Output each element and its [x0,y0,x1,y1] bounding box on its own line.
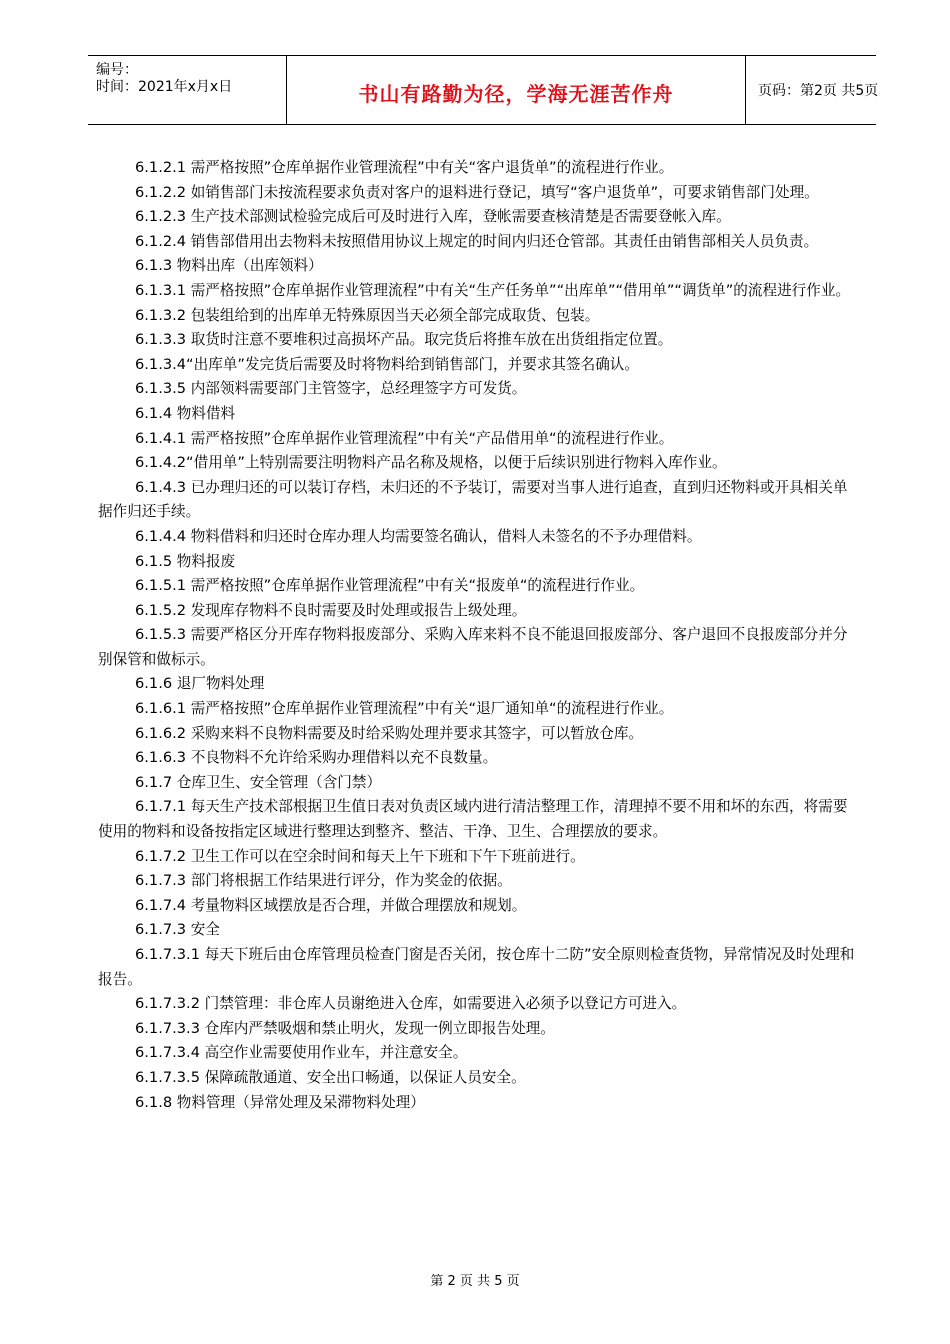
section-heading: 6.1.4 物料借料 [135,404,236,422]
paragraph: 6.1.5.3 需要严格区分开库存物料报废部分、采购入库来料不良不能退回报废部分、客户退回不良报废部分并分别保管和做标示。 [98,626,848,668]
header-motto-cell [286,56,746,124]
section-heading: 6.1.5 物料报废 [135,552,236,570]
page-footer: 第 2 页 共 5 页 [430,1274,520,1289]
paragraph: 6.1.7.4 考量物料区域摆放是否合理，并做合理摆放和规划。 [135,896,527,914]
paragraph: 6.1.6.1 需严格按照”仓库单据作业管理流程”中有关“退厂通知单“的流程进行作业。 [135,700,674,718]
paragraph: 6.1.3.5 内部领料需要部门主管签字，总经理签字方可发货。 [135,380,527,398]
section-heading: 6.1.7 仓库卫生、安全管理（含门禁） [135,773,382,791]
paragraph: 6.1.5.1 需严格按照”仓库单据作业管理流程”中有关“报废单“的流程进行作业。 [135,577,645,595]
paragraph: 6.1.3.1 需严格按照”仓库单据作业管理流程”中有关“生产任务单”“出库单”“借用单”“调货单”的流程进行作业。 [135,281,851,299]
section-heading: 6.1.6 退厂物料处理 [135,675,265,693]
paragraph: 6.1.6.2 采购来料不良物料需要及时给采购处理并要求其签字，可以暂放仓库。 [135,724,644,742]
header-page-info: 页码：第2页 共5页 [758,83,879,99]
header-page-cell [744,56,879,124]
header-motto: 书山有路勤为径，学海无涯苦作舟 [358,82,674,106]
paragraph: 6.1.7.3.2 门禁管理：非仓库人员谢绝进入仓库，如需要进入必须予以登记方可进入。 [135,995,687,1013]
paragraph: 6.1.2.2 如销售部门未按流程要求负责对客户的退料进行登记，填写“客户退货单”，可要求销售部门处理。 [135,183,819,201]
document-body [98,156,858,1115]
paragraph: 6.1.2.1 需严格按照”仓库单据作业管理流程”中有关“客户退货单”的流程进行作业。 [135,159,674,176]
paragraph: 6.1.3.3 取货时注意不要堆积过高损坏产品。取完货后将推车放在出货组指定位置。 [135,331,673,349]
paragraph: 6.1.4.2“借用单”上特别需要注明物料产品名称及规格，以便于后续识别进行物料入库作业。 [135,454,727,472]
paragraph: 6.1.3.2 包装组给到的出库单无特殊原因当天必须全部完成取货、包装。 [135,306,600,324]
paragraph: 6.1.7.3.5 保障疏散通道、安全出口畅通，以保证人员安全。 [135,1068,526,1086]
page-header [88,55,879,125]
section-heading: 6.1.8 物料管理（异常处理及呆滞物料处理） [135,1093,425,1111]
paragraph: 6.1.7.2 卫生工作可以在空余时间和每天上午下班和下午下班前进行。 [135,847,585,865]
document-time-label: 时间：2021年x月x日 [96,79,233,95]
paragraph: 6.1.5.2 发现库存物料不良时需要及时处理或报告上级处理。 [135,601,527,619]
paragraph: 6.1.7.3.1 每天下班后由仓库管理员检查门窗是否关闭，按仓库十二防”安全原则检查货物，异常情况及时处理和报告。 [98,946,855,988]
paragraph: 6.1.4.1 需严格按照”仓库单据作业管理流程”中有关“产品借用单“的流程进行作业。 [135,429,674,447]
paragraph: 6.1.7.3.3 仓库内严禁吸烟和禁止明火，发现一例立即报告处理。 [135,1019,555,1037]
paragraph: 6.1.4.3 已办理归还的可以装订存档，未归还的不予装订，需要对当事人进行追查，直到归还物料或开具相关单据作归还手续。 [98,478,848,521]
section-heading: 6.1.3 物料出库（出库领料） [135,257,323,275]
paragraph: 6.1.6.3 不良物料不允许给采购办理借料以充不良数量。 [135,749,498,767]
paragraph: 6.1.2.4 销售部借用出去物料未按照借用协议上规定的时间内归还仓管部。其责任由销售部相关人员负责。 [135,232,819,250]
section-heading: 6.1.7.3 安全 [135,921,220,939]
document-number-label: 编号： [96,62,138,78]
paragraph: 6.1.7.3.4 高空作业需要使用作业车，并注意安全。 [135,1044,468,1062]
paragraph: 6.1.4.4 物料借料和归还时仓库办理人均需要签名确认，借料人未签名的不予办理借料。 [135,527,702,545]
paragraph: 6.1.3.4“出库单”发完货后需要及时将物料给到销售部门，并要求其签名确认。 [135,355,639,373]
header-meta [88,56,286,124]
paragraph: 6.1.2.3 生产技术部测试检验完成后可及时进行入库，登帐需要查核清楚是否需要登帐入库。 [135,208,731,226]
paragraph: 6.1.7.3 部门将根据工作结果进行评分，作为奖金的依据。 [135,872,512,890]
paragraph: 6.1.7.1 每天生产技术部根据卫生值日表对负责区域内进行清洁整理工作，清理掉不要不用和坏的东西，将需要使用的物料和设备按指定区域进行整理达到整齐、整洁、干净、卫生、合理摆放的要求。 [98,798,848,841]
